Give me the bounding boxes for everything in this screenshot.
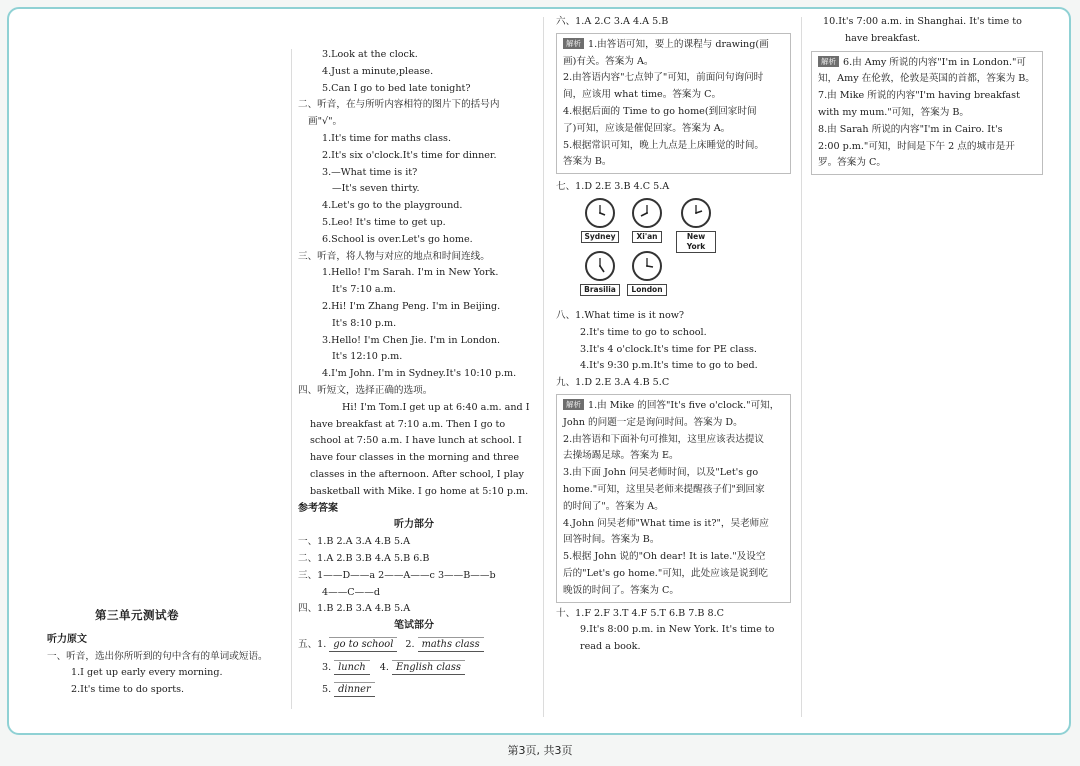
q5-answers-row2 [298,660,530,677]
analysis-box-2 [556,394,791,603]
city-label: Sydney [581,231,620,243]
q5-prefix: 五、1. [298,638,327,650]
answer-line: 七、1.D 2.E 3.B 4.C 5.A [556,181,670,193]
script-line: 5.Can I go to bed late tonight? [322,82,471,94]
analysis-tag: 解析 [818,56,839,67]
answer-line: 4.It's 9:30 p.m.It's time to go to bed. [580,360,758,372]
analysis-line: 2:00 p.m."可知，时间是下午 2 点的城市是开 [818,140,1015,152]
analysis-line: 了)可知，应该是催促回家。答案为 A。 [563,122,731,134]
analysis-line: 5.根据常识可知，晚上九点是上床睡觉的时间。 [563,139,765,151]
q2-instruction-cont: 画"√"。 [308,116,343,128]
analysis-box-3 [811,51,1043,176]
q2-instruction: 二、听音，在与所听内容相符的图片下的括号内 [298,99,500,111]
q4-passage-line: school at 7:50 a.m. I have lunch at school. I [310,435,522,447]
column-2 [298,47,530,699]
city-label: New York [676,231,716,253]
answer-line: 六、1.A 2.C 3.A 4.A 5.B [556,16,669,27]
answer-line: 十、1.F 2.F 3.T 4.F 5.T 6.B 7.B 8.C [556,607,724,619]
city-label: London [627,284,666,296]
answer-line: read a book. [580,641,641,653]
page-footer: 第3页, 共3页 [507,744,573,757]
answer-line: 二、1.A 2.B 3.B 4.A 5.B 6.B [298,552,430,564]
script-title: 听力原文 [47,633,87,645]
analysis-line: 画)有关。答案为 A。 [563,55,654,67]
q4-passage-line: have breakfast at 7:10 a.m. Then I go to [310,418,506,430]
q3-item: It's 8:10 p.m. [332,317,397,329]
analysis-line: home."可知，这里吴老师来提醒孩子们"到回家 [563,483,765,495]
answer-line: 九、1.D 2.E 3.A 4.B 5.C [556,377,670,389]
answer-line: 四、1.B 2.B 3.A 4.B 5.A [298,603,411,615]
analysis-line: 的时间了"。答案为 A。 [563,500,664,512]
analysis-line: 8.由 Sarah 所说的内容"I'm in Cairo. It's [818,123,1003,135]
q5-answers-row3 [298,682,530,699]
analysis-tag: 解析 [563,38,584,49]
analysis-line: 4.John 问吴老师"What time is it?"，吴老师应 [563,517,769,529]
q3-item: It's 7:10 a.m. [332,284,396,296]
analysis-line: 4.根据后面的 Time to go home(到回家时间 [563,105,757,117]
clock-icon [585,198,615,228]
analysis-tag: 解析 [563,399,584,410]
handwritten-answer: lunch [334,660,370,675]
answers-title: 参考答案 [298,502,338,514]
answer-line: 2.It's time to go to school. [580,326,707,338]
clock-icon [681,198,711,228]
q4-passage-line: have four classes in the morning and three [310,452,520,464]
clock-sydney [580,198,620,246]
clock-diagram [556,196,791,308]
clock-icon [585,251,615,281]
analysis-line: 7.由 Mike 所说的内容"I'm having breakfast [818,90,1020,102]
q3-instruction: 三、听音，将人物与对应的地点和时间连线。 [298,250,490,262]
analysis-box-1 [556,33,791,174]
q5-answers-row1 [298,637,530,654]
analysis-line: 1.由 Mike 的回答"It's five o'clock."可知， [588,399,780,411]
listening-title: 听力部分 [394,519,434,531]
city-label: Brasilia [580,284,620,296]
q3-item: 4.I'm John. I'm in Sydney.It's 10:10 p.m. [322,368,517,380]
column-4 [811,14,1043,175]
analysis-line: 知，Amy 在伦敦，伦敦是英国的首都，答案为 B。 [818,73,1035,85]
q2-item: 1.It's time for maths class. [322,132,452,144]
clock-london [627,251,667,299]
analysis-line: 间，应该用 what time。答案为 C。 [563,89,722,101]
q3-item: 3.Hello! I'm Chen Jie. I'm in London. [322,334,501,346]
answer-line: 一、1.B 2.A 3.A 4.B 5.A [298,536,411,548]
q2-item: —It's seven thirty. [332,183,420,195]
q4-passage-line: classes in the afternoon. After school, I play [310,468,524,480]
analysis-line: 晚饭的时间了。答案为 C。 [563,584,679,596]
handwritten-answer: maths class [418,637,484,652]
answer-line: 3.It's 4 o'clock.It's time for PE class. [580,343,757,355]
q3-item: 1.Hello! I'm Sarah. I'm in New York. [322,267,499,279]
q3-item: It's 12:10 p.m. [332,351,403,363]
q5-num: 2. [405,638,415,650]
analysis-line: 罗。答案为 C。 [818,157,886,169]
q4-passage-line: basketball with Mike. I go home at 5:10 p.m. [310,485,529,497]
analysis-line: 去操场踢足球。答案为 E。 [563,450,679,462]
q4-passage-line: Hi! I'm Tom.I get up at 6:40 a.m. and I [342,401,530,413]
analysis-line: 6.由 Amy 所说的内容"I'm in London."可 [843,56,1027,68]
script-line: 4.Just a minute,please. [322,65,434,77]
answer-line: 9.It's 8:00 p.m. in New York. It's time to [580,624,775,636]
q1-item-1: 1.I get up early every morning. [71,667,223,679]
analysis-line: 2.由答语内容"七点钟了"可知，前面问句询问时 [563,72,764,84]
q4-instruction: 四、听短文，选择正确的选项。 [298,384,433,396]
q5-num: 4. [379,661,389,673]
q2-item: 4.Let's go to the playground. [322,200,463,212]
column-3 [556,14,791,656]
divider-2 [543,17,544,717]
q1-item-2: 2.It's time to do sports. [71,684,185,696]
divider-3 [801,17,802,717]
analysis-line: 5.根据 John 说的"Oh dear! It is late."及设空 [563,551,766,563]
divider-1 [291,49,292,709]
city-label: Xi'an [632,231,661,243]
analysis-line: 1.由答语可知，要上的课程与 drawing(画 [588,38,769,50]
handwritten-answer: dinner [334,682,375,697]
q5-num: 3. [322,661,332,673]
handwritten-answer: English class [392,660,465,675]
left-column [47,607,287,699]
handwritten-answer: go to school [329,637,397,652]
answer-line: 三、1——D——a 2——A——c 3——B——b [298,569,496,581]
clock-icon [632,251,662,281]
writing-title: 笔试部分 [394,620,434,632]
clock-newyork [676,198,716,256]
answer-line: 八、1.What time is it now? [556,309,685,321]
analysis-line: 答案为 B。 [563,156,612,168]
clock-icon [632,198,662,228]
answer-line: 10.It's 7:00 a.m. in Shanghai. It's time to [823,16,1022,27]
analysis-line: 回答时间。答案为 B。 [563,534,660,546]
q1-instruction: 一、听音，选出你所听到的句中含有的单词或短语。 [47,650,268,662]
script-line: 3.Look at the clock. [322,49,418,60]
page-frame [7,7,1071,735]
analysis-line: with my mum."可知，答案为 B。 [818,106,970,118]
answer-line: 4——C——d [322,586,380,598]
answer-line: have breakfast. [845,32,921,44]
analysis-line: 后的"Let's go home."可知，此处应该是说到吃 [563,567,768,579]
unit-title: 第三单元测试卷 [95,608,179,622]
q2-item: 2.It's six o'clock.It's time for dinner. [322,149,497,161]
clock-brasilia [580,251,620,299]
q2-item: 6.School is over.Let's go home. [322,233,473,245]
analysis-line: 2.由答语和下面补句可推知，这里应该表达提议 [563,433,765,445]
q3-item: 2.Hi! I'm Zhang Peng. I'm in Beijing. [322,300,501,312]
q2-item: 3.—What time is it? [322,166,418,178]
clock-xian [627,198,667,246]
analysis-line: 3.由下面 John 问吴老师时间，以及"Let's go [563,467,759,479]
analysis-line: John 的问题一定是询问时间。答案为 D。 [563,416,743,428]
q2-item: 5.Leo! It's time to get up. [322,216,446,228]
q5-num: 5. [322,684,332,696]
